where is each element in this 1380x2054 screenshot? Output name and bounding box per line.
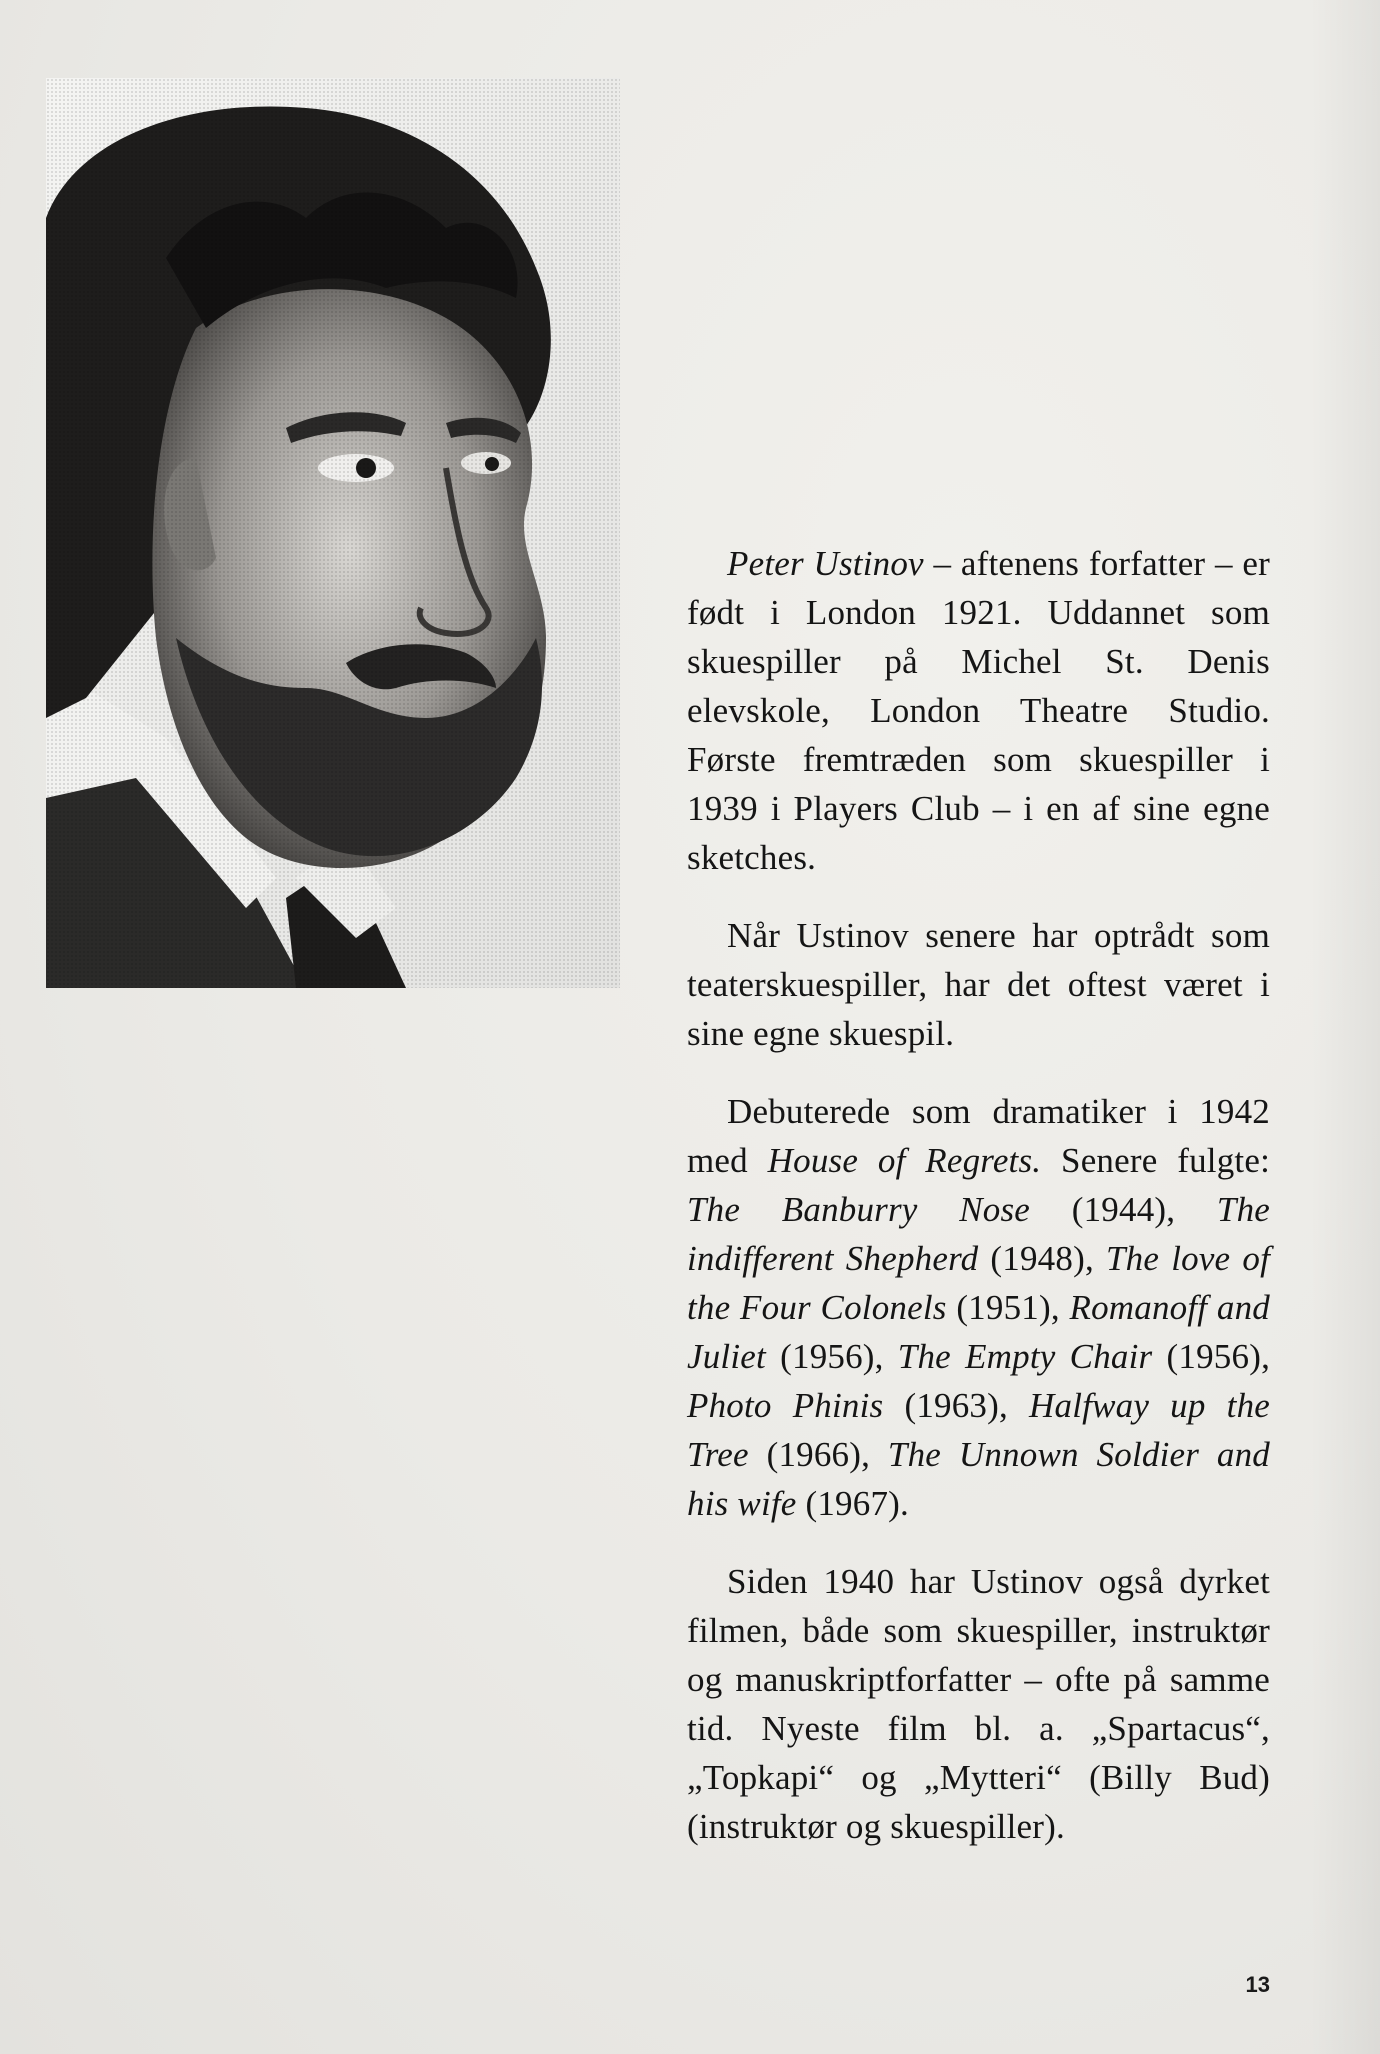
work-title: The Empty Chair xyxy=(897,1337,1153,1376)
biography-text xyxy=(687,539,1270,1880)
work-year: (1956) xyxy=(1166,1337,1262,1376)
work-title: The indifferent Shepherd xyxy=(687,1190,1271,1278)
work-title: Photo Phinis xyxy=(687,1386,884,1425)
biography-paragraph-4: Siden 1940 har Ustinov også dyrket filmen, både som skuespiller, instruktør og manuskriptforfatter – ofte på samme tid. Nyeste film bl. a. „Spartacus“, „Topkapi“ og „Mytteri“ (Billy Bud) (instruktør og skuespiller). xyxy=(687,1562,1270,1846)
debut-intro: Debuterede som dramatiker i 1942 med xyxy=(687,1092,1270,1180)
work-title: Romanoff and Juliet xyxy=(687,1288,1270,1376)
biography-paragraph-2: Når Ustinov senere har optrådt som teaterskuespiller, har det oftest været i sine egne skuespil. xyxy=(687,916,1270,1053)
work-title: The Banburry Nose xyxy=(687,1190,1031,1229)
author-name: Peter Ustinov xyxy=(727,544,924,583)
biography-paragraph-3: Debuterede som dramatiker i 1942 med House of Regrets. Senere fulgte: The Banburry Nose (1944), The indifferent Shepherd (1948), The love of the Four Colonels (1951), Romanoff and Juliet (1956), The Empty Chair (1956), Photo Phinis (1963), Halfway up the Tree (1966), The Unnown Soldier and his wife (1967). xyxy=(687,1092,1271,1523)
page-number: 13 xyxy=(1245,1972,1270,1997)
work-year: (1948) xyxy=(990,1239,1085,1278)
work-year: (1951) xyxy=(956,1288,1051,1327)
work-year: (1966) xyxy=(766,1435,862,1474)
biography-paragraph-1-text: – aftenens forfatter – er født i London 1921. Uddannet som skuespiller på Michel St. Denis elevskole, London Theatre Studio. Første fremtræden som skuespiller i 1939 i Players Club – i en af sine egne sketches. xyxy=(687,544,1270,877)
work-year: (1967) xyxy=(805,1484,900,1523)
works-intro: Senere fulgte: xyxy=(1041,1141,1271,1180)
work-year: (1963) xyxy=(904,1386,999,1425)
portrait-illustration xyxy=(46,78,620,988)
work-title: Halfway up the Tree xyxy=(687,1386,1271,1474)
work-year: (1956) xyxy=(780,1337,875,1376)
work-title: The Unnown Soldier and his wife xyxy=(687,1435,1271,1523)
page-fold-shadow xyxy=(1310,0,1380,2054)
debut-title: House of Regrets. xyxy=(767,1141,1042,1180)
portrait-photo xyxy=(46,78,620,988)
work-year: (1944) xyxy=(1071,1190,1167,1229)
biography-paragraph-1 xyxy=(687,539,1270,882)
work-title: The love of the Four Colonels xyxy=(687,1239,1271,1327)
